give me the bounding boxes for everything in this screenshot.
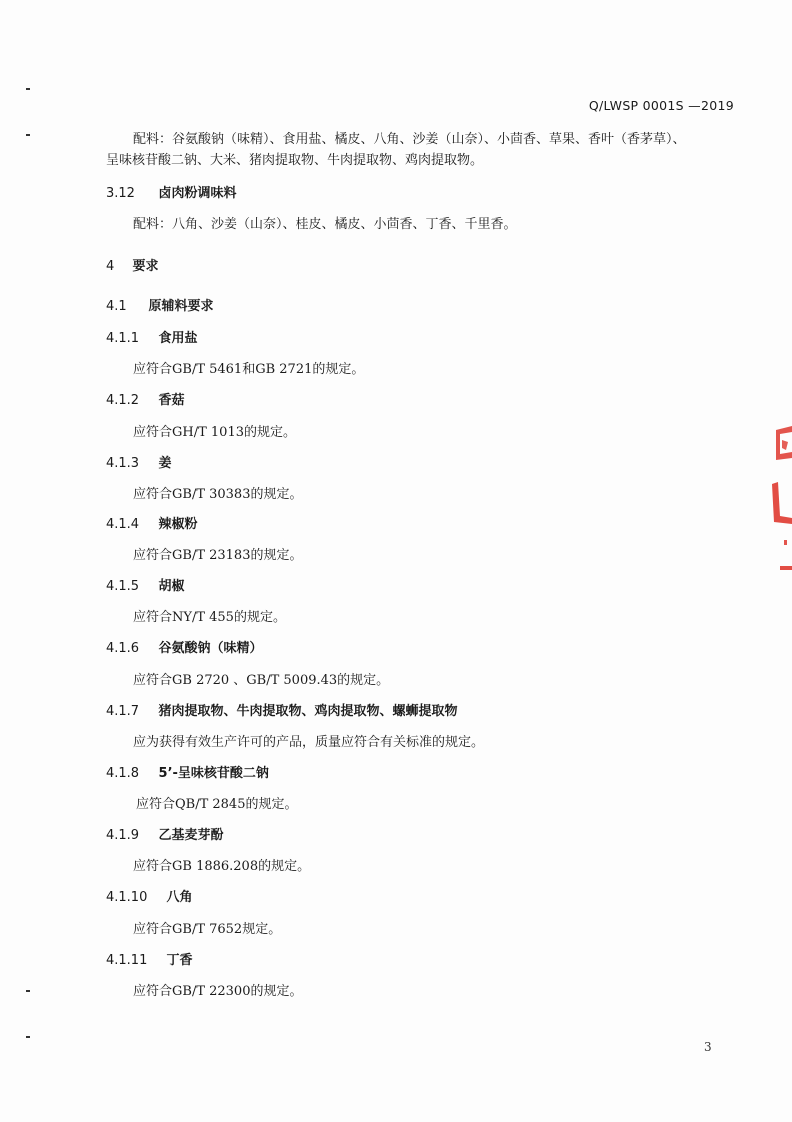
- subsection-number: 4.1.6: [106, 641, 140, 656]
- subsection-title: 辣椒粉: [158, 517, 198, 532]
- subsection-number: 4.1.1: [106, 331, 140, 346]
- section-heading-4: [106, 258, 159, 276]
- subsection-number: 4.1.2: [106, 393, 140, 408]
- subsection-number: 4.1.3: [106, 456, 140, 471]
- subsection-title: 食用盐: [158, 331, 198, 346]
- subsection-body: 应符合GB/T 7652规定。: [133, 922, 282, 937]
- subsection-heading: [106, 516, 198, 534]
- section-title: 卤肉粉调味料: [158, 186, 237, 201]
- ingredients-paragraph-line2: 呈味核苷酸二钠、大米、猪肉提取物、牛肉提取物、鸡肉提取物。: [106, 153, 484, 168]
- section-title: 要求: [132, 259, 159, 274]
- subsection-body: 应符合GB 1886.208的规定。: [133, 859, 311, 874]
- subsection-number: 4.1.8: [106, 766, 140, 781]
- subsection-title: 5’-呈味核苷酸二钠: [158, 766, 269, 781]
- subsection-number: 4.1.9: [106, 828, 140, 843]
- section-number: 4: [106, 259, 115, 274]
- subsection-title: 八角: [166, 890, 193, 905]
- subsection-title: 猪肉提取物、牛肉提取物、鸡肉提取物、螺蛳提取物: [158, 704, 458, 719]
- section-number: 3.12: [106, 186, 135, 201]
- subsection-body: 应为获得有效生产许可的产品，质量应符合有关标准的规定。: [133, 735, 485, 750]
- subsection-body: 应符合GB/T 23183的规定。: [133, 548, 303, 563]
- subsection-body: 应符合GB/T 5461和GB 2721的规定。: [133, 362, 365, 377]
- page-number: 3: [704, 1040, 712, 1054]
- section-number: 4.1: [106, 299, 127, 314]
- subsection-number: 4.1.4: [106, 517, 140, 532]
- subsection-heading: [106, 827, 224, 845]
- subsection-body: 应符合QB/T 2845的规定。: [136, 797, 298, 812]
- subsection-title: 谷氨酸钠（味精）: [158, 641, 263, 656]
- section-body-3-12: 配料：八角、沙姜（山奈）、桂皮、橘皮、小茴香、丁香、千里香。: [133, 217, 517, 232]
- subsection-heading: [106, 765, 269, 783]
- subsection-heading: [106, 330, 198, 348]
- scan-mark: [26, 88, 30, 90]
- subsection-heading: [106, 392, 185, 410]
- subsection-title: 丁香: [166, 953, 193, 968]
- subsection-body: 应符合GB 2720 、GB/T 5009.43的规定。: [133, 673, 390, 688]
- subsection-heading: [106, 455, 172, 473]
- scan-mark: [26, 1036, 30, 1038]
- subsection-title: 姜: [158, 456, 172, 471]
- subsection-heading: [106, 952, 193, 970]
- subsection-body: 应符合GB/T 22300的规定。: [133, 984, 303, 999]
- document-code: Q/LWSP 0001S —2019: [588, 98, 734, 113]
- section-title: 原辅料要求: [148, 299, 214, 314]
- scan-mark: [26, 134, 30, 136]
- section-heading-3-12: [106, 185, 237, 203]
- subsection-number: 4.1.11: [106, 953, 148, 968]
- subsection-heading: [106, 889, 193, 907]
- subsection-number: 4.1.5: [106, 579, 140, 594]
- subsection-heading: [106, 640, 263, 658]
- scan-mark: [26, 990, 30, 992]
- subsection-heading: [106, 578, 185, 596]
- subsection-heading: [106, 703, 458, 721]
- official-seal-fragment: [762, 420, 792, 590]
- subsection-number: 4.1.7: [106, 704, 140, 719]
- subsection-body: 应符合NY/T 455的规定。: [133, 610, 286, 625]
- section-heading-4-1: [106, 298, 214, 316]
- subsection-title: 乙基麦芽酚: [158, 828, 224, 843]
- subsection-number: 4.1.10: [106, 890, 148, 905]
- ingredients-paragraph-line1: 配料：谷氨酸钠（味精）、食用盐、橘皮、八角、沙姜（山奈）、小茴香、草果、香叶（香茅草）、: [133, 132, 686, 147]
- subsection-title: 香菇: [158, 393, 185, 408]
- subsection-title: 胡椒: [158, 579, 185, 594]
- subsection-body: 应符合GB/T 30383的规定。: [133, 487, 303, 502]
- subsection-body: 应符合GH/T 1013的规定。: [133, 425, 296, 440]
